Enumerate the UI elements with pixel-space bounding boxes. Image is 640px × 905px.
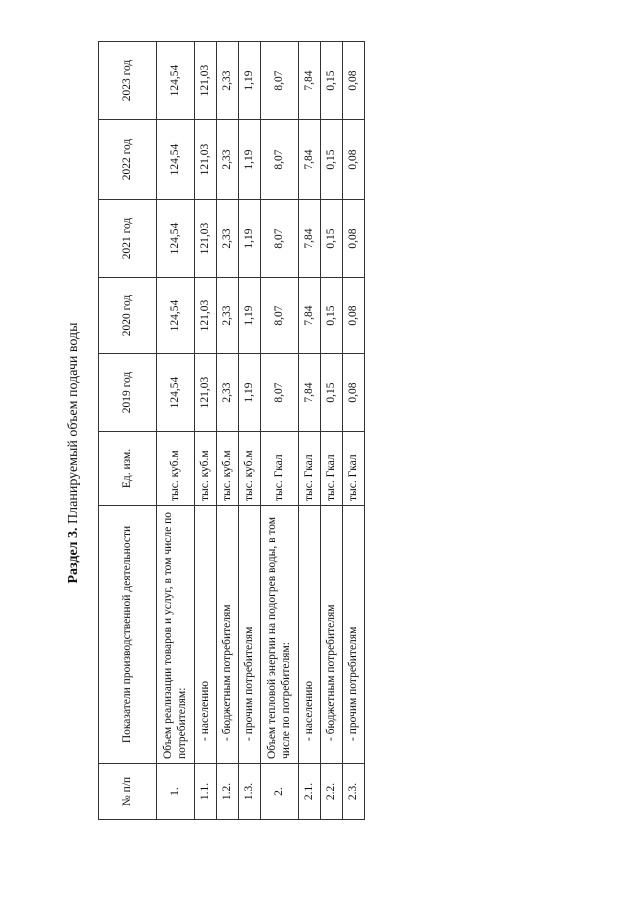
row-value-2022: 8,07 (261, 120, 299, 200)
section-title-number: Раздел 3. (66, 526, 81, 584)
row-value-2019: 7,84 (299, 354, 321, 432)
row-value-2020: 124,54 (157, 278, 195, 354)
planned-water-supply-table (98, 41, 365, 820)
row-value-2022: 7,84 (299, 120, 321, 200)
row-value-2023: 0,08 (343, 42, 365, 120)
row-number: 2.1. (299, 764, 321, 820)
row-number: 1.2. (217, 764, 239, 820)
section-title (66, 322, 82, 583)
row-unit: тыс. Гкал (321, 432, 343, 506)
row-unit: тыс. куб.м (195, 432, 217, 506)
row-value-2023: 124,54 (157, 42, 195, 120)
row-value-2021: 0,15 (321, 200, 343, 278)
row-indicator: Объем реализации товаров и услуг, в том числе по потребителям: (157, 506, 195, 764)
row-unit: тыс. куб.м (157, 432, 195, 506)
table-body (157, 42, 365, 820)
header-2023: 2023 год (99, 42, 157, 120)
row-number: 1. (157, 764, 195, 820)
row-value-2020: 1,19 (239, 278, 261, 354)
row-value-2021: 124,54 (157, 200, 195, 278)
row-value-2022: 121,03 (195, 120, 217, 200)
row-value-2021: 7,84 (299, 200, 321, 278)
row-value-2022: 124,54 (157, 120, 195, 200)
row-number: 1.1. (195, 764, 217, 820)
row-value-2021: 2,33 (217, 200, 239, 278)
row-value-2023: 121,03 (195, 42, 217, 120)
row-indicator: - бюджетным потребителям (217, 506, 239, 764)
row-value-2020: 0,08 (343, 278, 365, 354)
row-unit: тыс. куб.м (239, 432, 261, 506)
row-value-2022: 0,15 (321, 120, 343, 200)
row-number: 2.3. (343, 764, 365, 820)
row-value-2023: 8,07 (261, 42, 299, 120)
row-value-2019: 1,19 (239, 354, 261, 432)
row-value-2020: 2,33 (217, 278, 239, 354)
row-number: 1.3. (239, 764, 261, 820)
row-value-2019: 121,03 (195, 354, 217, 432)
header-2019: 2019 год (99, 354, 157, 432)
header-num: № п/п (99, 764, 157, 820)
row-indicator: - прочим потребителям (239, 506, 261, 764)
table-header-row (99, 42, 157, 820)
row-value-2023: 7,84 (299, 42, 321, 120)
table-row (321, 42, 343, 820)
header-indicator: Показатели производственной деятельности (99, 506, 157, 764)
table-rotator (98, 42, 359, 820)
row-value-2019: 8,07 (261, 354, 299, 432)
row-value-2019: 0,15 (321, 354, 343, 432)
row-value-2020: 8,07 (261, 278, 299, 354)
section-title-text: Планируемый объем подачи воды (66, 321, 81, 527)
row-value-2023: 1,19 (239, 42, 261, 120)
row-unit: тыс. куб.м (217, 432, 239, 506)
row-indicator: - населению (195, 506, 217, 764)
table-row (343, 42, 365, 820)
header-unit: Ед. изм. (99, 432, 157, 506)
row-value-2019: 2,33 (217, 354, 239, 432)
row-value-2020: 0,15 (321, 278, 343, 354)
table-row (217, 42, 239, 820)
row-value-2020: 121,03 (195, 278, 217, 354)
row-value-2021: 1,19 (239, 200, 261, 278)
table-row (299, 42, 321, 820)
row-number: 2. (261, 764, 299, 820)
table-container (98, 42, 359, 820)
row-indicator: - населению (299, 506, 321, 764)
table-row (195, 42, 217, 820)
row-number: 2.2. (321, 764, 343, 820)
row-indicator: - бюджетным потребителям (321, 506, 343, 764)
header-2020: 2020 год (99, 278, 157, 354)
row-indicator: Объем тепловой энергии на подогрев воды, в том числе по потребителям: (261, 506, 299, 764)
section-title-wrap (60, 0, 88, 905)
table-row (157, 42, 195, 820)
row-unit: тыс. Гкал (299, 432, 321, 506)
row-value-2022: 0,08 (343, 120, 365, 200)
row-indicator: - прочим потребителям (343, 506, 365, 764)
row-value-2019: 0,08 (343, 354, 365, 432)
table-row (239, 42, 261, 820)
row-value-2021: 121,03 (195, 200, 217, 278)
row-value-2022: 2,33 (217, 120, 239, 200)
row-value-2020: 7,84 (299, 278, 321, 354)
row-value-2021: 0,08 (343, 200, 365, 278)
row-value-2023: 2,33 (217, 42, 239, 120)
row-unit: тыс. Гкал (343, 432, 365, 506)
row-value-2019: 124,54 (157, 354, 195, 432)
row-value-2022: 1,19 (239, 120, 261, 200)
header-2021: 2021 год (99, 200, 157, 278)
header-2022: 2022 год (99, 120, 157, 200)
row-value-2023: 0,15 (321, 42, 343, 120)
row-unit: тыс. Гкал (261, 432, 299, 506)
table-row (261, 42, 299, 820)
row-value-2021: 8,07 (261, 200, 299, 278)
